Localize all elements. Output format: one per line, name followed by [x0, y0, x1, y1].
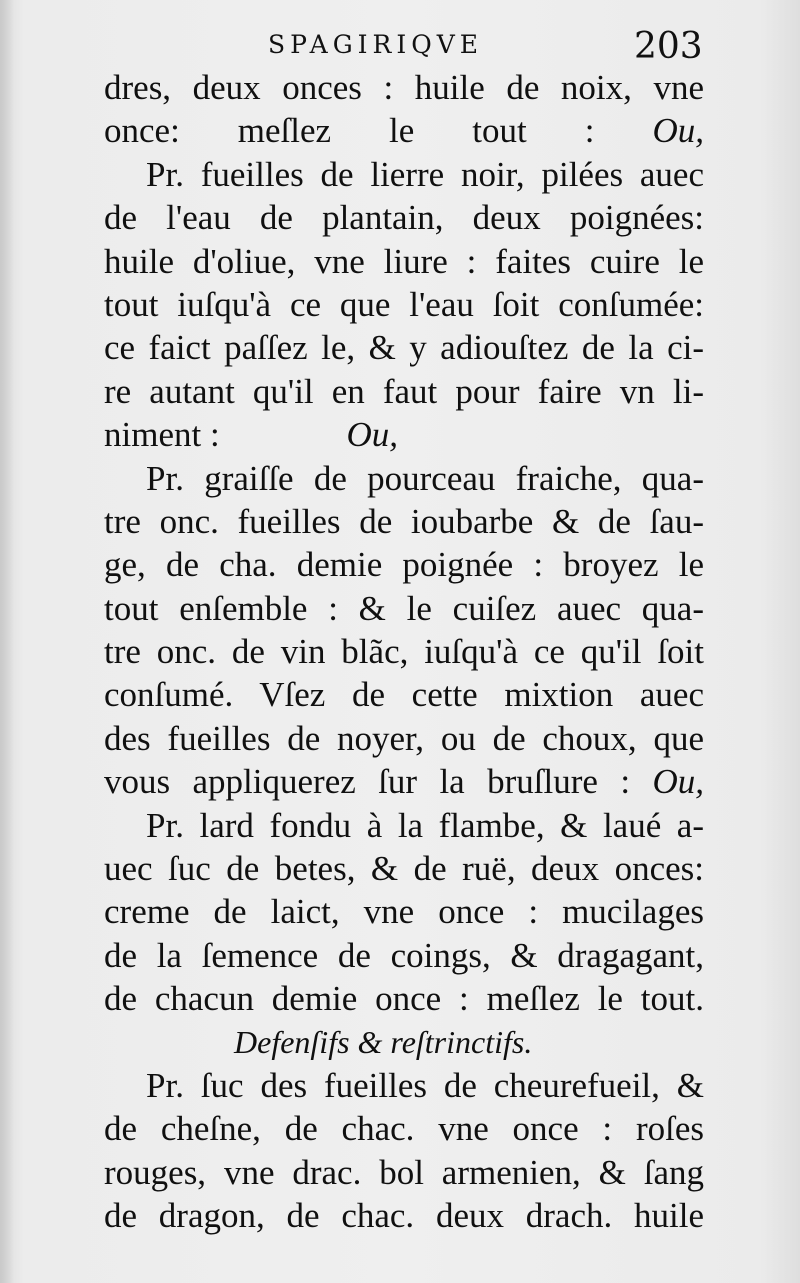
page-number: 203	[634, 26, 703, 67]
catchword-ou: Ou,	[652, 111, 704, 151]
text-line: tre onc. de vin blãc, iuſqu'à ce qu'il ſoit	[104, 632, 704, 672]
text-line: Pr. fueilles de lierre noir, pilées auec	[146, 154, 704, 194]
text-line	[104, 760, 704, 803]
text-block	[104, 66, 704, 1238]
text-line: dres, deux onces : huile de noix, vne	[104, 68, 704, 107]
catchword-ou: Ou,	[652, 762, 704, 802]
page-header	[0, 26, 800, 70]
text-line	[104, 109, 704, 152]
text-line: Pr. graiſſe de pourceau fraiche, qua-	[146, 458, 704, 498]
text-line: de chacun demie once : meſlez le tout.	[104, 979, 704, 1019]
gutter-shadow	[0, 0, 14, 1283]
text-fragment: vous appliquerez ſur la bruſlure :	[104, 762, 631, 802]
text-line: ce faict paſſez le, & y adiouſtez de la ci-	[104, 328, 704, 368]
text-line: uec ſuc de betes, & de ruë, deux onces:	[104, 849, 704, 889]
text-line: tre onc. fueilles de ioubarbe & de ſau-	[104, 501, 704, 541]
text-fragment: niment :	[104, 415, 220, 455]
text-line: des fueilles de noyer, ou de choux, que	[104, 718, 704, 758]
text-line	[104, 413, 704, 456]
text-line: de dragon, de chac. deux drach. huile	[104, 1196, 704, 1236]
text-line: ge, de cha. demie poignée : broyez le	[104, 545, 704, 585]
text-line: de cheſne, de chac. vne once : roſes	[104, 1109, 704, 1149]
text-line: creme de laict, vne once : mucilages	[104, 892, 704, 932]
catchword-ou: Ou,	[346, 415, 398, 455]
text-line: huile d'oliue, vne liure : faites cuire le	[104, 241, 704, 281]
text-line: tout enſemble : & le cuiſez auec qua-	[104, 588, 704, 628]
text-line: Pr. lard fondu à la flambe, & laué a-	[146, 805, 704, 845]
text-line: Pr. ſuc des fueilles de cheurefueil, &	[146, 1065, 704, 1105]
text-line: re autant qu'il en faut pour faire vn li-	[104, 371, 704, 411]
text-line: conſumé. Vſez de cette mixtion auec	[104, 675, 704, 715]
running-head: SPAGIRIQVE	[268, 30, 484, 59]
text-line: tout iuſqu'à ce que l'eau ſoit conſumée:	[104, 284, 704, 324]
text-line: de l'eau de plantain, deux poignées:	[104, 198, 704, 238]
text-line: rouges, vne drac. bol armenien, & ſang	[104, 1152, 704, 1192]
text-fragment: once: meſlez le tout :	[104, 111, 595, 151]
section-heading: Defenſifs & reſtrinctifs.	[234, 1023, 533, 1060]
text-line: de la ſemence de coings, & dragagant,	[104, 935, 704, 975]
